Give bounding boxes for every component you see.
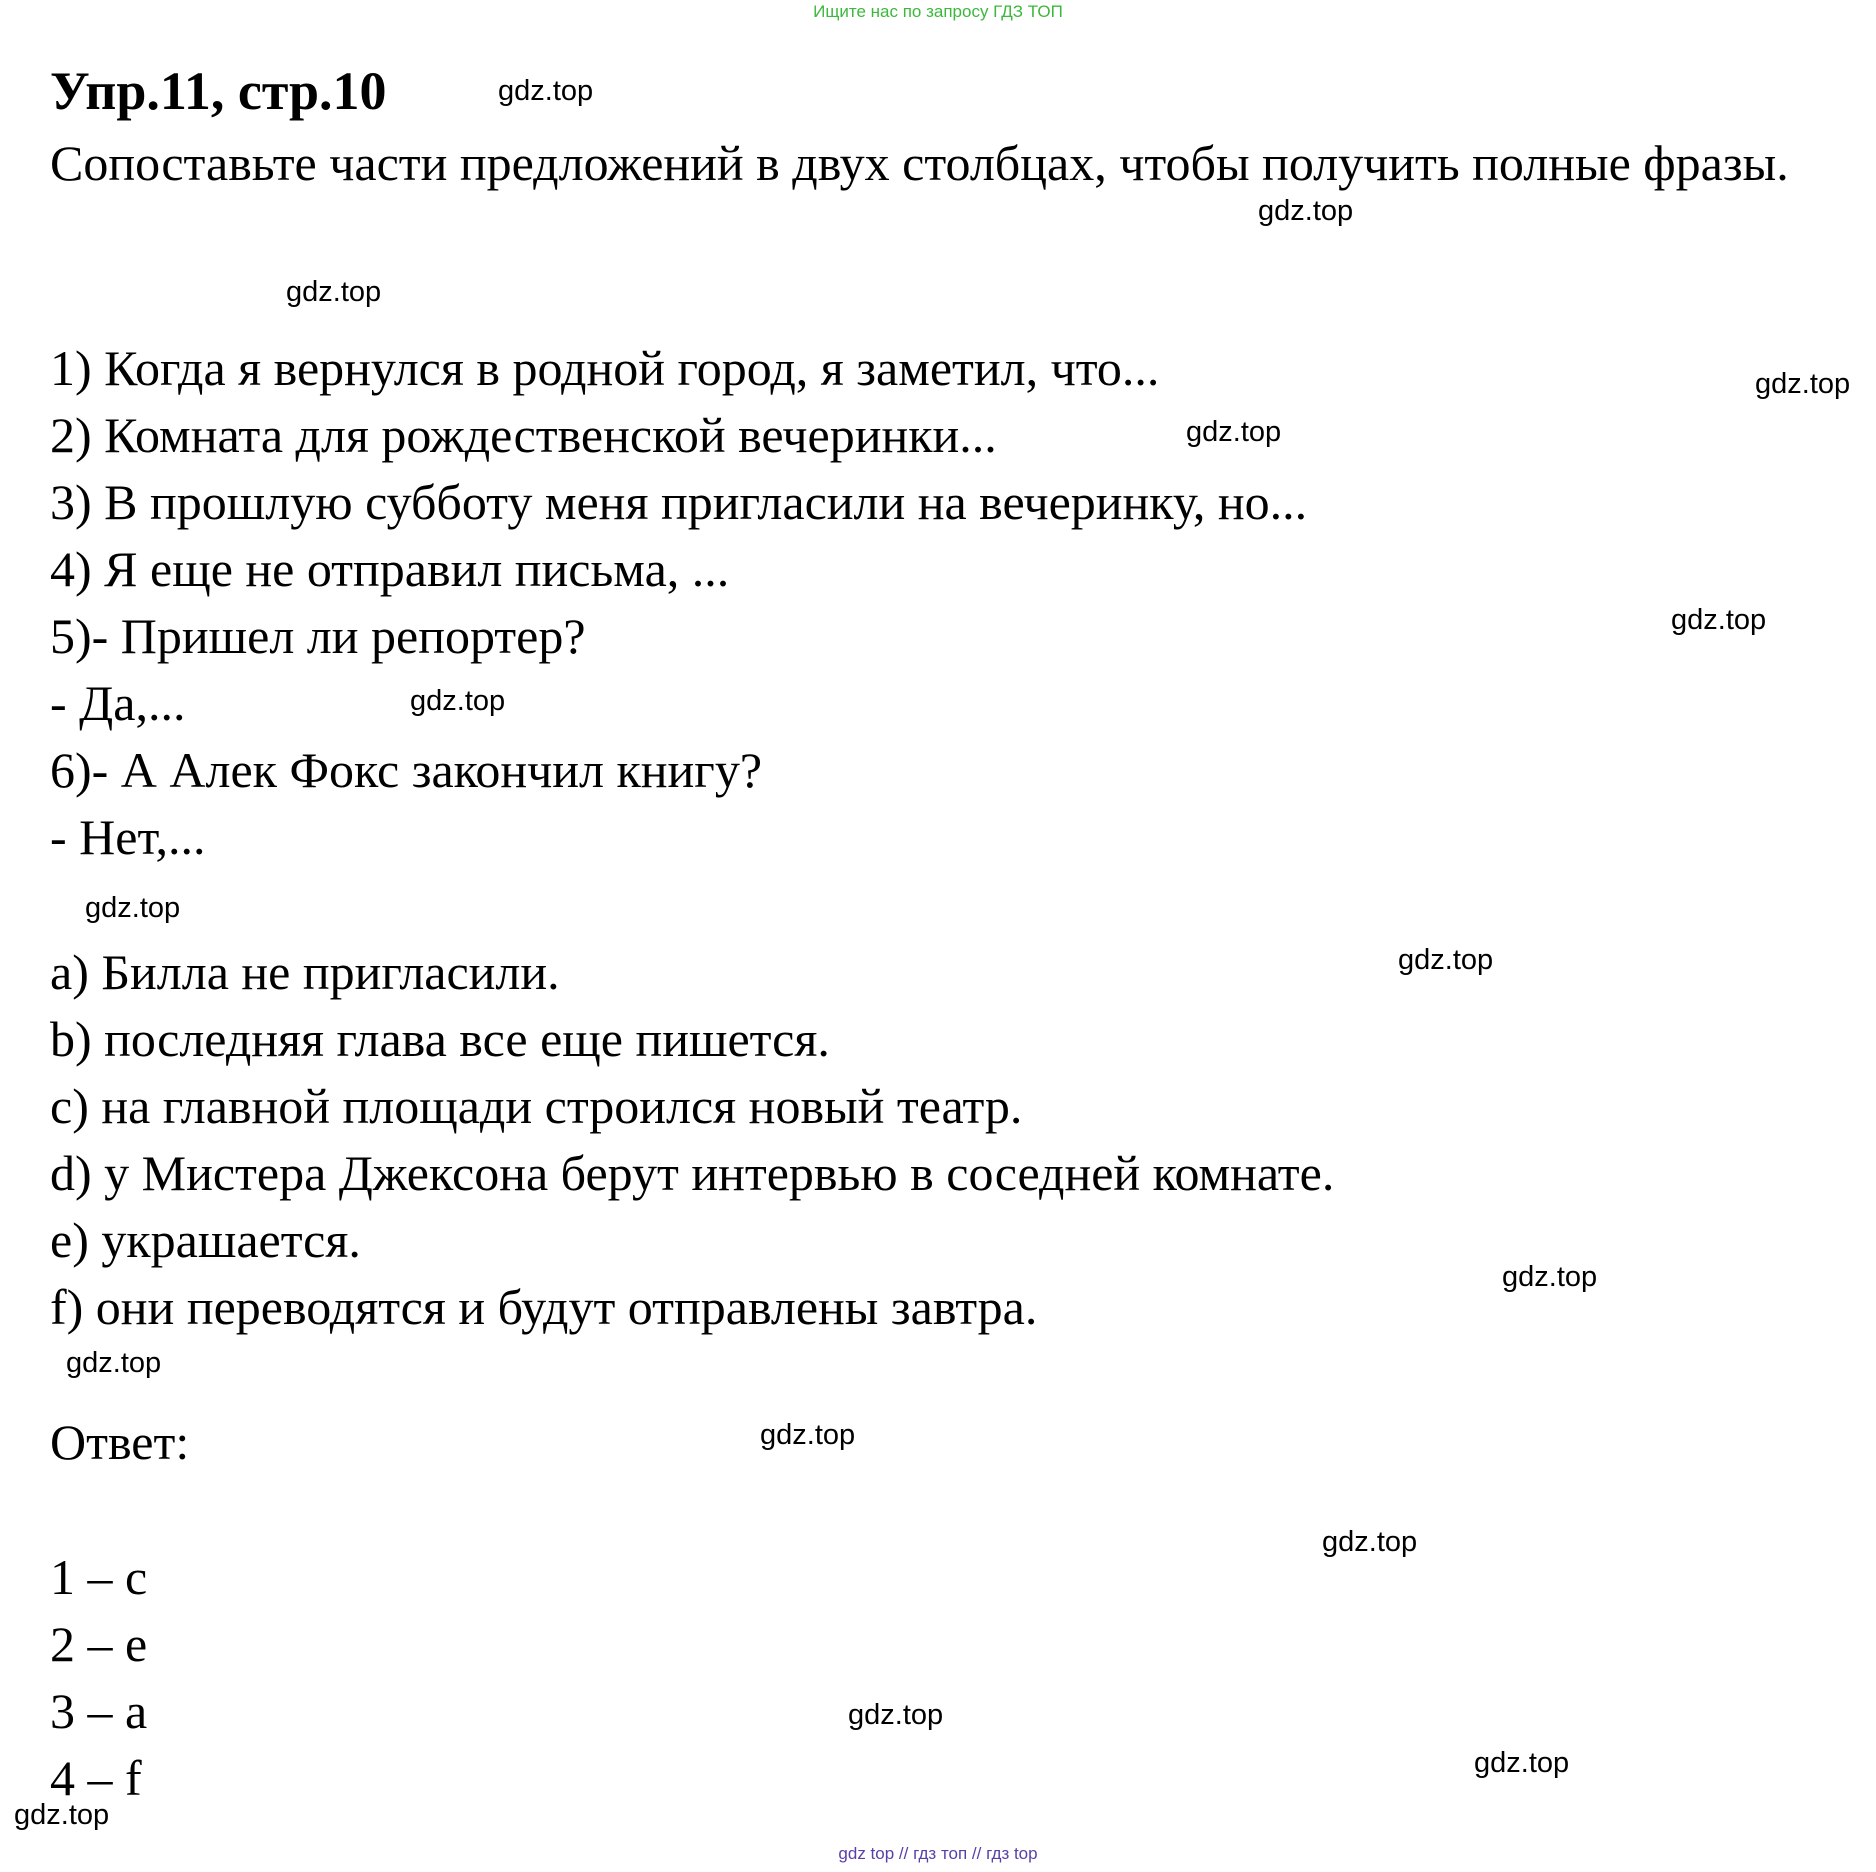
answer-item: 4 – f — [50, 1750, 142, 1806]
watermark: gdz.top — [1474, 1747, 1570, 1779]
watermark: gdz.top — [498, 75, 594, 107]
watermark: gdz.top — [85, 892, 181, 924]
question-item: - Да,... — [50, 675, 186, 731]
answer-label: Ответ: — [50, 1414, 190, 1470]
watermark: gdz.top — [1258, 195, 1354, 227]
option-item: e) украшается. — [50, 1212, 361, 1268]
option-item: d) у Мистера Джексона берут интервью в соседней комнате. — [50, 1145, 1335, 1201]
question-item: 4) Я еще не отправил письма, ... — [50, 541, 730, 597]
top-banner: Ищите нас по запросу ГДЗ ТОП — [813, 2, 1063, 21]
exercise-instruction: Сопоставьте части предложений в двух столбцах, чтобы получить полные фразы. — [50, 135, 1789, 191]
answer-item: 2 – e — [50, 1616, 148, 1672]
watermark: gdz.top — [1322, 1526, 1418, 1558]
question-item: 2) Комната для рождественской вечеринки... — [50, 407, 997, 463]
question-item: 3) В прошлую субботу меня пригласили на вечеринку, но... — [50, 474, 1308, 530]
watermark: gdz.top — [1502, 1261, 1598, 1293]
watermark: gdz.top — [410, 685, 506, 717]
footer-text: gdz top // гдз топ // гдз top — [838, 1844, 1038, 1863]
watermark: gdz.top — [1755, 368, 1851, 400]
watermark: gdz.top — [848, 1699, 944, 1731]
watermark: gdz.top — [14, 1799, 110, 1831]
question-item: 6)- А Алек Фокс закончил книгу? — [50, 742, 763, 798]
question-item: 1) Когда я вернулся в родной город, я заметил, что... — [50, 340, 1160, 396]
option-item: a) Билла не пригласили. — [50, 944, 560, 1000]
question-item: 5)- Пришел ли репортер? — [50, 608, 586, 664]
watermark: gdz.top — [66, 1347, 162, 1379]
exercise-title: Упр.11, стр.10 — [50, 61, 387, 121]
option-item: b) последняя глава все еще пишется. — [50, 1011, 830, 1067]
watermark: gdz.top — [760, 1419, 856, 1451]
option-item: c) на главной площади строился новый театр. — [50, 1078, 1023, 1134]
answer-item: 3 – a — [50, 1683, 148, 1739]
watermark: gdz.top — [1671, 604, 1767, 636]
watermark: gdz.top — [286, 276, 382, 308]
answer-item: 1 – c — [50, 1549, 148, 1605]
watermark: gdz.top — [1398, 944, 1494, 976]
question-item: - Нет,... — [50, 809, 206, 865]
watermark: gdz.top — [1186, 416, 1282, 448]
option-item: f) они переводятся и будут отправлены завтра. — [50, 1279, 1038, 1335]
